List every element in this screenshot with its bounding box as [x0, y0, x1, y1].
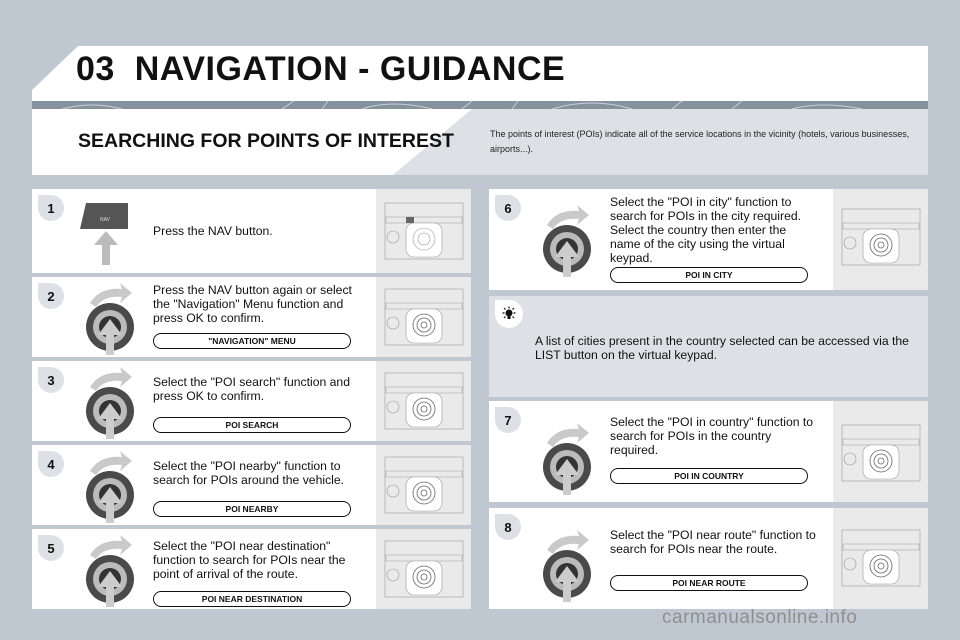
radio-panel-image: [376, 529, 471, 609]
tip-panel: [489, 296, 928, 397]
step-card-5: [32, 529, 471, 609]
menu-label: "NAVIGATION" MENU: [153, 333, 351, 349]
menu-label: POI SEARCH: [153, 417, 351, 433]
section-title: SEARCHING FOR POINTS OF INTEREST: [78, 130, 454, 152]
step-number: 6: [495, 195, 521, 221]
watermark: carmanualsonline.info: [662, 607, 858, 628]
step-text: Select the "POI in city" function to search for POIs in the city required. Select the country then enter the name of the city using the virtual keypad.: [610, 195, 802, 265]
chapter-title: NAVIGATION - GUIDANCE: [134, 50, 566, 88]
radio-panel-image: [833, 189, 928, 290]
step-number: 7: [495, 407, 521, 433]
radio-panel-image: [376, 361, 471, 441]
rotary-knob-icon: [82, 279, 138, 355]
nav-button-icon: [78, 199, 134, 265]
menu-label: POI NEAR ROUTE: [610, 575, 808, 591]
radio-panel-icon: [841, 207, 921, 267]
step-number: 4: [38, 451, 64, 477]
radio-panel-image: [833, 401, 928, 502]
decorative-band: [32, 101, 928, 109]
menu-label: POI IN COUNTRY: [610, 468, 808, 484]
radio-panel-image: [376, 189, 471, 273]
step-number: 1: [38, 195, 64, 221]
radio-panel-icon: [384, 201, 464, 261]
step-text: Select the "POI near route" function to search for POIs near the route.: [610, 528, 816, 556]
step-card-2: [32, 277, 471, 357]
radio-panel-image: [376, 445, 471, 525]
step-card-8: [489, 508, 928, 609]
radio-panel-icon: [841, 528, 921, 588]
step-text: Press the NAV button again or select the "Navigation" Menu function and press OK to confirm.: [153, 283, 352, 325]
radio-panel-icon: [384, 287, 464, 347]
rotary-knob-icon: [82, 447, 138, 523]
menu-label: POI IN CITY: [610, 267, 808, 283]
nav-button-label: NAV: [100, 217, 110, 223]
step-card-1: [32, 189, 471, 273]
step-text: Select the "POI in country" function to search for POIs in the country required.: [610, 415, 814, 457]
section-intro: The points of interest (POIs) indicate all of the service locations in the vicinity (hotels, various businesses, airports...).: [490, 129, 910, 154]
radio-panel-icon: [841, 423, 921, 483]
step-text: Select the "POI nearby" function to search for POIs around the vehicle.: [153, 459, 345, 487]
step-number: 8: [495, 514, 521, 540]
rotary-knob-icon: [82, 363, 138, 439]
radio-panel-image: [833, 508, 928, 609]
rotary-knob-icon: [82, 531, 138, 607]
step-card-4: [32, 445, 471, 525]
step-number: 5: [38, 535, 64, 561]
step-text: Select the "POI search" function and press OK to confirm.: [153, 375, 350, 403]
rotary-knob-icon: [539, 419, 595, 495]
step-text: Select the "POI near destination" function to search for POIs near the point of arrival of the route.: [153, 539, 346, 581]
radio-panel-image: [376, 277, 471, 357]
radio-panel-icon: [384, 455, 464, 515]
menu-label: POI NEAR DESTINATION: [153, 591, 351, 607]
chapter-number: 03: [76, 50, 115, 88]
page-title: [76, 50, 565, 89]
lightbulb-icon: [501, 306, 517, 322]
step-card-3: [32, 361, 471, 441]
step-text: Press the NAV button.: [153, 224, 273, 238]
radio-panel-icon: [384, 371, 464, 431]
rotary-knob-icon: [539, 201, 595, 277]
menu-label: POI NEARBY: [153, 501, 351, 517]
map-lines-icon: [32, 101, 928, 109]
rotary-knob-icon: [539, 526, 595, 602]
step-number: 3: [38, 367, 64, 393]
tip-text: A list of cities present in the country selected can be accessed via the LIST button on the virtual keypad.: [535, 334, 909, 362]
step-number: 2: [38, 283, 64, 309]
step-card-7: [489, 401, 928, 502]
tip-badge: [495, 300, 523, 328]
radio-panel-icon: [384, 539, 464, 599]
step-card-6: [489, 189, 928, 290]
